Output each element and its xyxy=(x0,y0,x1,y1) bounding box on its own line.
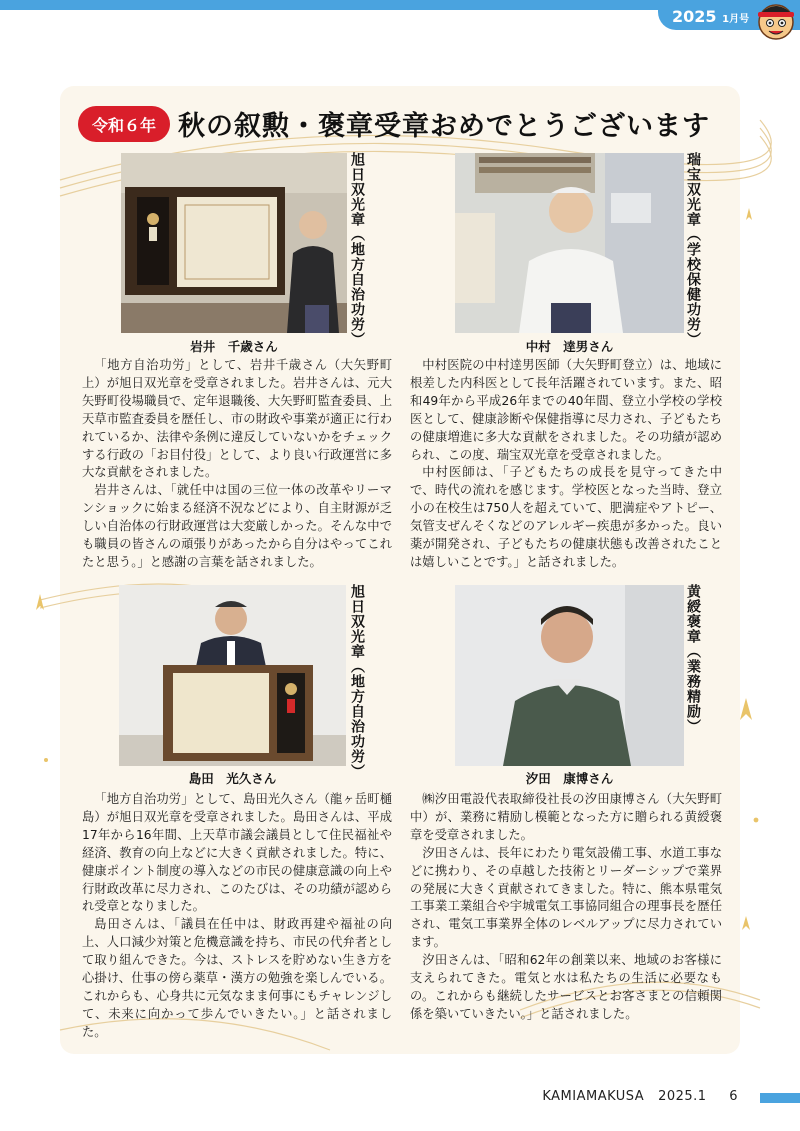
footer-bar xyxy=(760,1093,800,1103)
issue-month-suffix: 月号 xyxy=(729,14,750,25)
paragraph: 岩井さんは、「就任中は国の三位一体の改革やリーマンショックに始まる経済不況などにより、自主財源が乏しい自治体の行財政運営は大変厳しかった。そんな中でも職員の皆さんの頑張りがあったから自分はやってこれたと思う。」と感謝の言葉を話されました。 xyxy=(82,483,392,569)
person-name-shimada xyxy=(119,769,346,787)
article-text-nakamura xyxy=(410,357,722,572)
paragraph: 「地方自治功労」として、島田光久さん（龍ヶ岳町樋島）が旭日双光章を受章されました。島田さんは、平成17年から16年間、上天草市議会議員として住民福祉や経済、教育の向上などに大きく貢献されました。特に、健康ポイント制度の導入などの市民の健康意識の向上や行財政改革に尽力され、このたびは、その功績が認められ受章となりました。 xyxy=(82,792,392,914)
article-text-shimada xyxy=(82,791,392,1042)
paragraph: 島田さんは、「議員在任中は、財政再建や福祉の向上、人口減少対策と危機意識を持ち、市民の代弁者として取り組んできた。今は、ストレスを貯めない生き方を心掛け、仕事の傍ら薬草・漢方の勉強を楽しんでいる。これからも、心身共に元気なまま何事にもチャレンジして、未来に向かって歩んでいきたい。」と話されました。 xyxy=(82,917,392,1039)
paragraph: 汐田さんは、「昭和62年の創業以来、地域のお客様に支えられてきた。電気と水は私たちの生活に必要なもの。これからも継続したサービスとお客さまとの信頼関係を築いていきたい。」と話されました。 xyxy=(410,953,722,1021)
page-number: 6 xyxy=(729,1089,738,1104)
mascot-illustration xyxy=(750,0,800,46)
paragraph: 中村医師は、「子どもたちの成長を見守ってきた中で、時代の流れを感じます。学校医となった当時、登立小の在校生は750人を超えていて、肥満症やアトピー、気管支ぜんそくなどのアレルギー疾患が多かった。良い薬が開発され、子どもたちの健康状態も改善されたことは嬉しいことです。」と話されました。 xyxy=(410,465,722,569)
issue-month: 1 xyxy=(722,14,730,25)
award-caption-shiota: 黄綬褒章（業務精励） xyxy=(685,584,701,734)
page-title: 秋の叙勲・褒章受章おめでとうございます xyxy=(178,111,710,142)
footer-issue: 2025.1 xyxy=(658,1089,707,1104)
paragraph: 「地方自治功労」として、岩井千歳さん（大矢野町上）が旭日双光章を受章されました。岩井さんは、元大矢野町役場職員で、定年退職後、大矢野町監査委員、上天草市監査委員を歴任し、市の財政や事業が適正に行われているか、法律や条例に違反していないかをチェックする行政の「お目付役」として、より良い行政運営に多大な貢献をされました。 xyxy=(82,358,392,480)
issue-year: 2025 xyxy=(672,7,717,26)
year-badge: 令和６年 xyxy=(78,106,170,142)
footer-magazine: KAMIAMAKUSA xyxy=(542,1089,645,1104)
portrait-photo-shiota xyxy=(455,585,684,766)
article-text-shiota xyxy=(410,791,722,1024)
person-name-nakamura xyxy=(455,337,684,355)
paragraph: ㈱汐田電設代表取締役社長の汐田康博さん（大矢野町中）が、業務に精励し模範となった方に贈られる黄綬褒章を受章されました。 xyxy=(410,792,722,842)
award-caption-nakamura: 瑞宝双光章（学校保健功労） xyxy=(685,152,701,347)
paragraph: 汐田さんは、長年にわたり電気設備工事、水道工事などに携わり、その卓越した技術とリーダーシップで業界の発展に大きく貢献されてきました。特に、熊本県電気工事業工業組合や宇城電気工事協同組合の理事長を歴任され、電気工事業界全体のレベルアップに尽力されています。 xyxy=(410,845,722,950)
person-name-label: 島田 光久さん xyxy=(188,771,277,786)
person-name-iwai xyxy=(121,337,347,355)
award-caption-shimada: 旭日双光章（地方自治功労） xyxy=(349,584,365,779)
person-name-label: 中村 逹男さん xyxy=(525,339,614,354)
portrait-photo-nakamura xyxy=(455,153,684,333)
footer-info xyxy=(542,1089,738,1104)
award-caption-iwai: 旭日双光章（地方自治功労） xyxy=(349,152,365,347)
portrait-photo-shimada xyxy=(119,585,346,766)
person-name-label: 汐田 康博さん xyxy=(525,771,614,786)
person-name-shiota xyxy=(455,769,684,787)
person-name-label: 岩井 千歳さん xyxy=(190,339,278,354)
article-text-iwai xyxy=(82,357,392,572)
issue-label xyxy=(672,7,749,26)
portrait-photo-iwai xyxy=(121,153,347,333)
paragraph: 中村医院の中村逹男医師（大矢野町登立）は、地域に根差した内科医として長年活躍されています。また、昭和49年から平成26年までの40年間、登立小学校の学校医として、健康診断や保健指導に尽力され、子どもたちの健康増進に多大な貢献をされました。その功績が認められ、この度、瑞宝双光章を受章されました。 xyxy=(410,358,722,462)
